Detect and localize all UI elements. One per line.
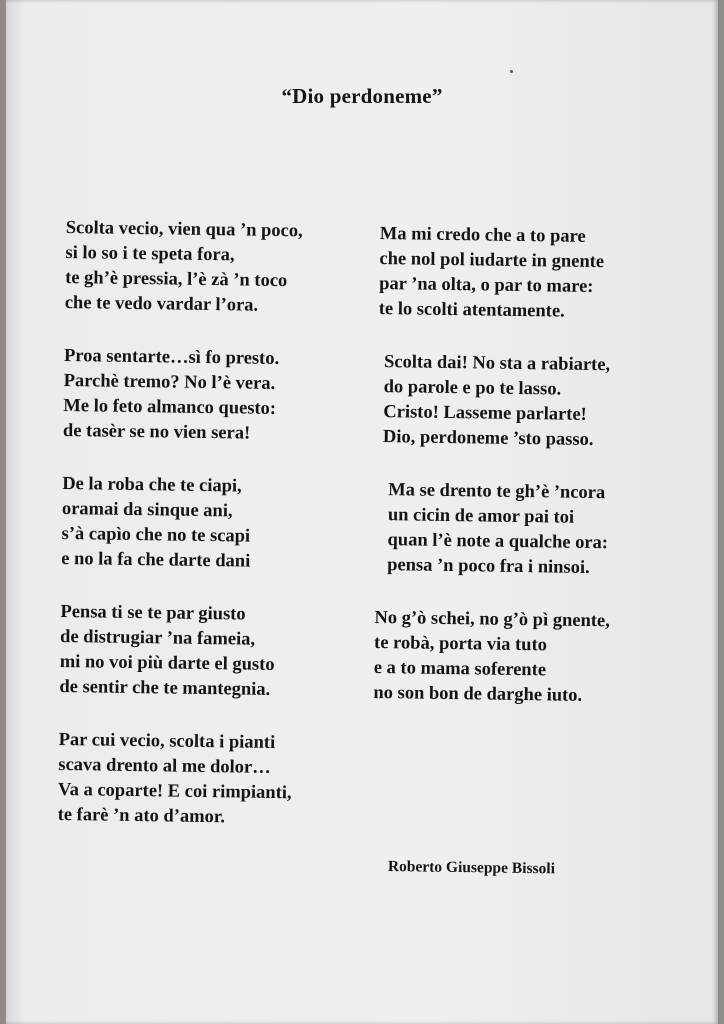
left-column (57, 216, 366, 832)
poem-line: Par cui vecio, scolta i pianti (58, 729, 276, 753)
paper-sheet (6, 0, 718, 1024)
stanza (377, 350, 688, 454)
poem-line: Proa sentarte…sì fo presto. (63, 345, 280, 369)
poem-line: oramai da sinque ani, (61, 498, 233, 522)
stanza (65, 216, 366, 320)
stanza (375, 478, 686, 582)
poem-line: Dio, perdoneme ’sto passo. (382, 427, 594, 451)
poem-line: No g’ò schei, no g’ò pì gnente, (374, 607, 610, 632)
poem-line: e no la fa che darte dani (61, 548, 251, 572)
poem-line: che te vedo vardar l’ora. (64, 292, 259, 316)
poem-line: Scolta vecio, vien qua ’n poco, (65, 217, 303, 242)
poem-line: Va a coparte! E coi rimpianti, (57, 779, 292, 804)
poem-line: un cicin de amor pai toi (387, 505, 575, 528)
poem-line: te farè ’n ato d’amor. (57, 804, 226, 828)
poem-line: Parchè tremo? No l’è vera. (63, 370, 276, 394)
poem-line: Me lo feto almanco questo: (63, 395, 277, 419)
poem-line: de sentir che te mantegnia. (59, 676, 271, 700)
poem-line: mi no voi più darte el gusto (59, 651, 275, 675)
poem-line: Pensa ti se te par giusto (60, 601, 246, 625)
right-column (373, 222, 690, 710)
poem-line: de tasèr se no vien sera! (62, 420, 251, 444)
poem-line: te gh’è pressia, l’è zà ’n toco (64, 267, 288, 292)
stanza (379, 222, 690, 326)
stanza (373, 606, 684, 710)
stanza (57, 728, 358, 832)
stanza (59, 600, 360, 704)
poem-line: de distrugiar ’na fameia, (59, 626, 256, 650)
poem-line: par ’na olta, o par to mare: (378, 273, 594, 297)
poem-line: e a to mama soferente (373, 657, 547, 681)
stanza (61, 472, 362, 576)
poem-line: te lo scolti atentamente. (378, 298, 565, 322)
poem-line: no son bon de darghe iuto. (373, 682, 583, 706)
author-name: Roberto Giuseppe Bissoli (387, 858, 556, 878)
poem-line: Ma se drento te gh’è ’ncora (388, 480, 606, 504)
poem-line: te robà, porta via tuto (373, 632, 548, 656)
poem-line: quan l’è note a qualche ora: (387, 530, 609, 554)
poem-line: Scolta dai! No sta a rabiarte, (383, 352, 611, 376)
poem-line: s’à capìo che no te scapi (61, 523, 251, 547)
poem-title: “Dio perdoneme” (281, 84, 443, 108)
poem-line: De la roba che te ciapi, (62, 473, 242, 497)
poem-line: Cristo! Lasseme parlarte! (383, 402, 587, 425)
poem-line: scava drento al me dolor… (58, 754, 271, 778)
paper-speck (510, 70, 513, 73)
poem-line: Ma mi credo che a to pare (379, 223, 586, 247)
stanza (63, 344, 364, 448)
poem-line: si lo so i te speta fora, (65, 242, 235, 266)
poem-line: do parole e po te lasso. (383, 377, 562, 400)
poem-line: pensa ’n poco fra i ninsoi. (387, 555, 590, 578)
poem-line: che nol pol iudarte in gnente (379, 248, 605, 273)
